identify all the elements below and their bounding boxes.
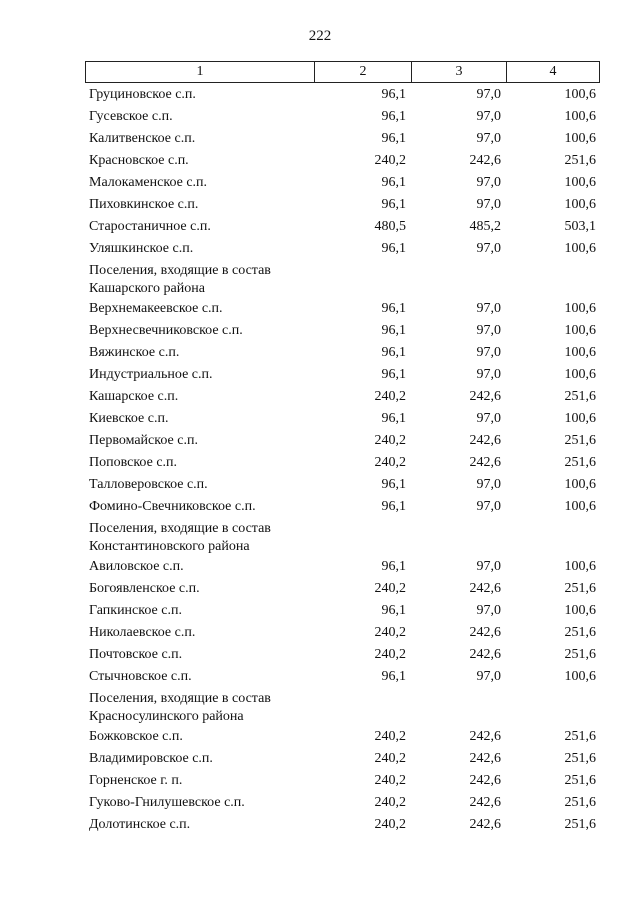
value-col-3: 97,0 [476,301,501,316]
value-col-2: 240,2 [374,625,406,640]
settlement-name: Малокаменское с.п. [89,175,208,190]
table-row [85,387,600,409]
value-col-4: 251,6 [564,581,596,596]
value-col-3: 242,6 [469,389,501,404]
value-col-4: 100,6 [564,301,596,316]
table-row [85,475,600,497]
table-row [85,409,600,431]
table-body [85,85,600,837]
settlement-name: Пиховкинское с.п. [89,197,199,212]
settlement-name: Фомино-Свечниковское с.п. [89,499,256,514]
table-row [85,107,600,129]
value-col-2: 96,1 [381,109,406,124]
table-row [85,667,600,689]
value-col-3: 97,0 [476,197,501,212]
value-col-4: 100,6 [564,477,596,492]
settlement-name: Первомайское с.п. [89,433,198,448]
value-col-3: 242,6 [469,795,501,810]
value-col-4: 251,6 [564,817,596,832]
table-group-heading-row [85,261,600,299]
settlement-name: Верхнемакеевское с.п. [89,301,223,316]
value-col-2: 96,1 [381,197,406,212]
value-col-2: 96,1 [381,367,406,382]
value-col-2: 96,1 [381,603,406,618]
settlement-name: Индустриальное с.п. [89,367,213,382]
value-col-2: 240,2 [374,153,406,168]
value-col-3: 97,0 [476,499,501,514]
value-col-4: 100,6 [564,559,596,574]
value-col-3: 242,6 [469,751,501,766]
value-col-3: 97,0 [476,87,501,102]
value-col-3: 242,6 [469,817,501,832]
table-row [85,173,600,195]
group-heading: Поселения, входящие в состав Кашарского района [89,263,271,296]
table-group-heading-row [85,519,600,557]
settlement-name: Калитвенское с.п. [89,131,196,146]
value-col-3: 97,0 [476,345,501,360]
value-col-3: 97,0 [476,131,501,146]
value-col-3: 485,2 [469,219,501,234]
value-col-4: 100,6 [564,197,596,212]
table-row [85,239,600,261]
value-col-2: 240,2 [374,817,406,832]
value-col-3: 242,6 [469,433,501,448]
table-header [85,61,600,83]
value-col-3: 242,6 [469,773,501,788]
settlement-name: Гуково-Гнилушевское с.п. [89,795,245,810]
value-col-2: 96,1 [381,323,406,338]
value-col-2: 480,5 [374,219,406,234]
settlement-name: Николаевское с.п. [89,625,196,640]
value-col-4: 100,6 [564,669,596,684]
table-row [85,793,600,815]
table-row [85,579,600,601]
value-col-4: 100,6 [564,411,596,426]
value-col-4: 251,6 [564,773,596,788]
settlement-name: Гапкинское с.п. [89,603,182,618]
settlement-name: Кашарское с.п. [89,389,179,404]
value-col-2: 240,2 [374,647,406,662]
table-row [85,453,600,475]
value-col-4: 100,6 [564,241,596,256]
value-col-3: 242,6 [469,647,501,662]
page-number: 222 [308,28,332,44]
value-col-2: 96,1 [381,559,406,574]
value-col-3: 97,0 [476,411,501,426]
group-heading: Поселения, входящие в состав Константиновского района [89,521,271,554]
settlement-name: Богоявленское с.п. [89,581,200,596]
table-row [85,497,600,519]
value-col-4: 503,1 [564,219,596,234]
value-col-2: 96,1 [381,175,406,190]
value-col-2: 96,1 [381,131,406,146]
settlement-name: Талловеровское с.п. [89,477,208,492]
value-col-2: 240,2 [374,389,406,404]
value-col-2: 96,1 [381,241,406,256]
settlement-name: Гусевское с.п. [89,109,173,124]
value-col-2: 240,2 [374,773,406,788]
value-col-2: 96,1 [381,345,406,360]
value-col-3: 242,6 [469,625,501,640]
value-col-4: 251,6 [564,455,596,470]
value-col-4: 251,6 [564,729,596,744]
table-group-heading-row [85,689,600,727]
settlement-name: Поповское с.п. [89,455,178,470]
value-col-4: 251,6 [564,389,596,404]
value-col-2: 240,2 [374,455,406,470]
table-row [85,771,600,793]
settlement-name: Авиловское с.п. [89,559,184,574]
value-col-4: 251,6 [564,795,596,810]
value-col-4: 100,6 [564,109,596,124]
value-col-4: 251,6 [564,751,596,766]
settlement-name: Старостаничное с.п. [89,219,211,234]
settlement-name: Стычновское с.п. [89,669,192,684]
settlement-name: Киевское с.п. [89,411,169,426]
value-col-3: 242,6 [469,153,501,168]
column-header-1: 1 [196,64,204,79]
value-col-4: 100,6 [564,499,596,514]
table-row [85,431,600,453]
value-col-3: 97,0 [476,669,501,684]
value-col-3: 242,6 [469,581,501,596]
settlement-name: Красновское с.п. [89,153,189,168]
table-row [85,601,600,623]
value-col-4: 251,6 [564,153,596,168]
table-row [85,85,600,107]
value-col-2: 240,2 [374,729,406,744]
group-heading: Поселения, входящие в состав Красносулинского района [89,691,271,724]
table-row [85,815,600,837]
value-col-3: 97,0 [476,109,501,124]
table-row [85,321,600,343]
value-col-3: 97,0 [476,323,501,338]
value-col-4: 100,6 [564,345,596,360]
value-col-4: 100,6 [564,323,596,338]
value-col-3: 242,6 [469,455,501,470]
table-row [85,129,600,151]
value-col-2: 96,1 [381,301,406,316]
value-col-2: 96,1 [381,411,406,426]
table-row [85,217,600,239]
value-col-2: 240,2 [374,795,406,810]
settlement-name: Уляшкинское с.п. [89,241,194,256]
table-row [85,195,600,217]
column-header-4: 4 [506,62,599,82]
settlement-name: Вяжинское с.п. [89,345,180,360]
value-col-2: 240,2 [374,751,406,766]
value-col-2: 240,2 [374,581,406,596]
value-col-4: 100,6 [564,367,596,382]
table-row [85,557,600,579]
table-row [85,727,600,749]
table-row [85,299,600,321]
value-col-3: 97,0 [476,559,501,574]
value-col-2: 240,2 [374,433,406,448]
settlement-name: Верхнесвечниковское с.п. [89,323,243,338]
value-col-3: 242,6 [469,729,501,744]
value-col-2: 96,1 [381,477,406,492]
column-header-3: 3 [411,62,506,82]
value-col-4: 251,6 [564,433,596,448]
value-col-3: 97,0 [476,477,501,492]
table-row [85,749,600,771]
table-row [85,151,600,173]
table-row [85,365,600,387]
value-col-4: 100,6 [564,131,596,146]
value-col-2: 96,1 [381,499,406,514]
settlement-name: Божковское с.п. [89,729,183,744]
value-col-4: 100,6 [564,603,596,618]
value-col-2: 96,1 [381,87,406,102]
settlement-name: Горненское г. п. [89,773,183,788]
settlement-name: Груциновское с.п. [89,87,196,102]
value-col-4: 100,6 [564,175,596,190]
value-col-4: 251,6 [564,625,596,640]
value-col-3: 97,0 [476,175,501,190]
value-col-2: 96,1 [381,669,406,684]
settlement-name: Владимировское с.п. [89,751,213,766]
value-col-3: 97,0 [476,241,501,256]
table-row [85,343,600,365]
table-row [85,623,600,645]
value-col-3: 97,0 [476,367,501,382]
value-col-4: 100,6 [564,87,596,102]
table-row [85,645,600,667]
column-header-2: 2 [314,62,411,82]
value-col-4: 251,6 [564,647,596,662]
value-col-3: 97,0 [476,603,501,618]
settlement-name: Долотинское с.п. [89,817,191,832]
settlement-name: Почтовское с.п. [89,647,183,662]
